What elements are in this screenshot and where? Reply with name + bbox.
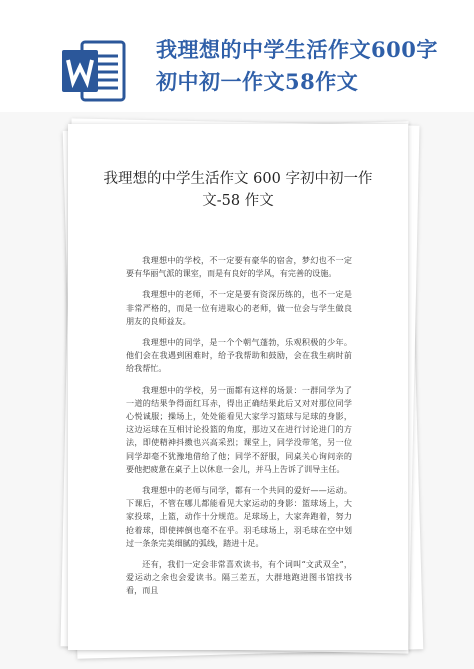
paragraph: 还有，我们一定会非常喜欢读书，有个词叫“文武双全”，爱运动之余也会爱读书。隔三差五，大群地跑进图书馆找书看，而且 — [126, 559, 352, 596]
paragraph: 我理想中的老师，不一定是要有资深历练的，也不一定是非常严格的，而是一位有进取心的老师，做一位会与学生做良朋友的良师益友。 — [126, 289, 352, 326]
paper-title: 我理想的中学生活作文 600 字初中初一作文-58 作文 — [103, 171, 373, 209]
document-preview — [62, 118, 422, 660]
paragraph: 我理想中的学校，不一定要有豪华的宿舍，梦幻也不一定要有华丽气派的课室，而是有良好的学风，有完善的设施。 — [126, 255, 352, 279]
document-heading: 我理想的中学生活作文600字初中初一作文58作文 — [156, 37, 438, 94]
page-header — [0, 0, 474, 112]
paragraph: 我理想中的老师与同学，都有一个共同的爱好——运动。下课后，不管在哪儿都能看见大家运动的身影：篮球场上，大家投球，上篮，动作十分规范。足球场上，大家奔跑着，努力抢着球，即使摔倒也毫不在乎。羽毛球场上，羽毛球在空中划过一条条完美细腻的弧线，踏进十足。 — [126, 485, 352, 548]
paragraph: 我理想中的学校，另一面都有这样的场景：一群同学为了一道的结果争得面红耳赤，得出正确结果此后又对对那位同学心悦诚服；操场上，处处能看见大家学习篮球与足球的身影，这边运球在互相讨论投篮的角度，那边又在进行讨论进门的方法，即使精神抖擞也兴高采烈；课堂上，同学没带笔，另一位同学却毫不犹豫地借给了他；同学不舒服，同桌关心询问亲的要他把疲惫在桌子上以休息一会儿，并马上告诉了训导主任。 — [126, 384, 352, 474]
word-document-icon — [62, 40, 126, 102]
paragraph: 我理想中的同学，是一个个朝气蓬勃，乐观积极的少年。他们会在我遇到困难时，给予我帮助和鼓励，会在我生病时前给我帮忙。 — [126, 337, 352, 374]
paper-sheet — [68, 124, 408, 650]
paper-body — [126, 254, 352, 606]
